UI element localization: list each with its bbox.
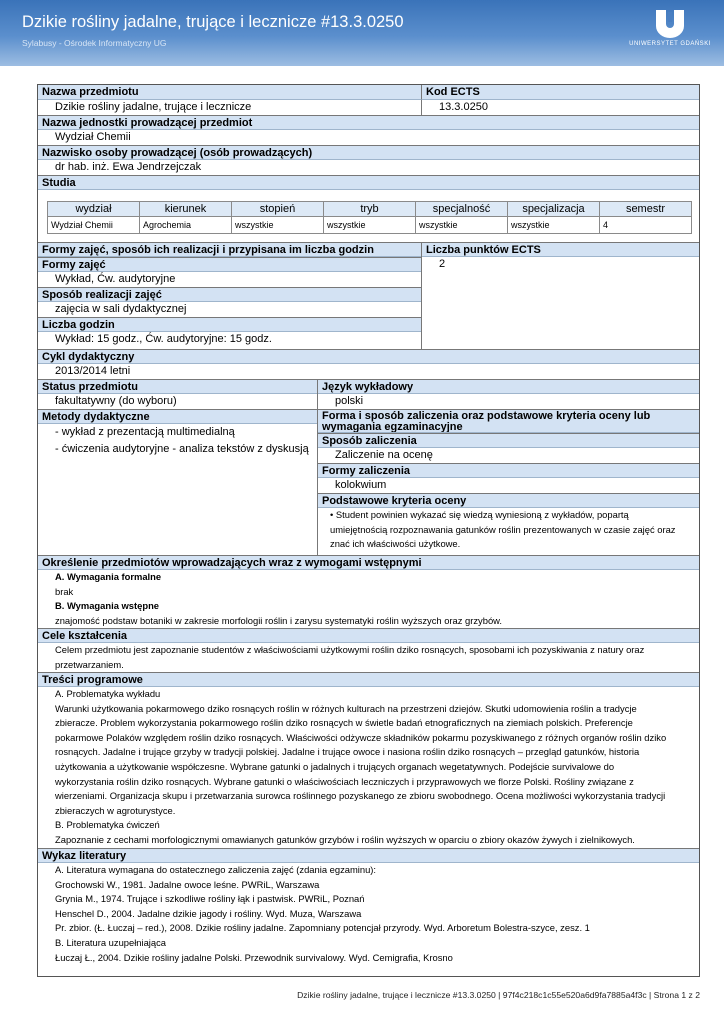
assessment-mode-label: Sposób zaliczenia <box>318 433 700 448</box>
literature-line: B. Literatura uzupełniająca <box>55 936 167 948</box>
literature-line: Grynia M., 1974. Trujące i szkodliwe rośliny łąk i pastwisk. PWRiL, Poznań <box>55 893 365 905</box>
ects-points-value: 2 <box>439 258 446 270</box>
prerequisites-label: Określenie przedmiotów wprowadzających wraz z wymogami wstępnymi <box>38 555 700 570</box>
formal-requirements-value: brak <box>55 585 74 597</box>
assessment-forms-value: kolokwium <box>335 479 387 491</box>
assessment-mode-value: Zaliczenie na ocenę <box>335 449 433 461</box>
content-section <box>38 672 700 848</box>
studies-cell: wszystkie <box>416 217 508 234</box>
content-line: B. Problematyka ćwiczeń <box>55 819 160 831</box>
language-label: Język wykładowy <box>318 379 700 394</box>
course-name-label: Nazwa przedmiotu <box>38 85 700 100</box>
language-value: polski <box>335 395 364 407</box>
literature-line: Łuczaj Ł., 2004. Dzikie rośliny jadalne Polski. Przewodnik survivalowy. Wyd. Cemigrafia, Krosno <box>55 951 453 963</box>
content-line: zbieracze. Problem wykorzystania pokarmowego roślin dziko rosnących w świetle badań etnograficznych na ziemiach polskich. Preferencje <box>55 717 633 729</box>
goals-label: Cele kształcenia <box>38 628 700 643</box>
goals-section <box>38 628 700 672</box>
hours-value: Wykład: 15 godz., Ćw. audytoryjne: 15 godz. <box>55 333 272 345</box>
studies-col-header: wydział <box>48 202 140 217</box>
ects-code: 13.3.0250 <box>421 100 700 115</box>
studies-label: Studia <box>38 175 700 190</box>
assessment-section <box>317 409 700 555</box>
assessment-forms-label: Formy zaliczenia <box>318 463 700 478</box>
content-line: pokarmowe Polaków względem roślin dziko rosnących. Właściwości odżywcze składników pokarmu pozyskiwanego z różnych organów roślin dziko <box>55 731 667 743</box>
university-name: UNIWERSYTET GDAŃSKI <box>629 41 711 47</box>
ects-points-section <box>421 242 700 349</box>
forms-section-label: Formy zajęć, sposób ich realizacji i przypisana im liczba godzin <box>38 242 421 257</box>
language-section <box>317 379 700 409</box>
studies-section <box>38 175 700 190</box>
unit-label: Nazwa jednostki prowadzącej przedmiot <box>38 115 700 130</box>
studies-cell: wszystkie <box>232 217 324 234</box>
status-label: Status przedmiotu <box>38 379 317 394</box>
content-line: zbieraczych w agroturystyce. <box>55 804 176 816</box>
literature-line: Pr. zbior. (Ł. Łuczaj – red.), 2008. Dzikie rośliny jadalne. Zapomniany potencjał przyrody. Wyd. Arboretum Bolestra-szyce, zesz. 1 <box>55 922 590 934</box>
literature-line: Grochowski W., 1981. Jadalne owoce leśne. PWRiL, Warszawa <box>55 878 320 890</box>
methods-section <box>38 409 317 458</box>
cycle-section <box>38 349 700 379</box>
criteria-line: umiejętnością rozpoznawania gatunków roślin prezentowanych w czasie zajęć oraz <box>330 523 676 535</box>
list-item: - wykład z prezentacją multimedialną <box>55 426 235 438</box>
literature-section <box>38 848 700 965</box>
status-value: fakultatywny (do wyboru) <box>55 395 177 407</box>
studies-cell: Wydział Chemii <box>48 217 140 234</box>
studies-col-header: semestr <box>600 202 692 217</box>
entry-requirements-value: znajomość podstaw botaniki w zakresie morfologii roślin i zarysu systematyki roślin wyższych oraz grzybów. <box>55 614 503 626</box>
studies-col-header: stopień <box>232 202 324 217</box>
studies-cell: wszystkie <box>508 217 600 234</box>
literature-line: A. Literatura wymagana do ostatecznego zaliczenia zajęć (zdania egzaminu): <box>55 864 377 875</box>
forms-label: Formy zajęć <box>38 257 421 272</box>
criteria-line: • Student powinien wykazać się wiedzą wyniesioną z wykładów, popartą <box>330 509 629 520</box>
lecturer-section <box>38 145 700 175</box>
goals-line: Celem przedmiotu jest zapoznanie studentów z właściwościami użytkowymi roślin dziko rosnących, sposobami ich pozyskiwania z natury oraz <box>55 644 645 655</box>
hours-label: Liczba godzin <box>38 317 421 332</box>
studies-col-header: tryb <box>324 202 416 217</box>
table-row <box>48 217 692 234</box>
forms-value: Wykład, Ćw. audytoryjne <box>55 273 176 285</box>
methods-label: Metody dydaktyczne <box>38 409 317 424</box>
literature-line: Henschel D., 2004. Jadalne dzikie jagody i rośliny. Wyd. Muza, Warszawa <box>55 907 362 919</box>
page-subtitle: Sylabusy - Ośrodek Informatyczny UG <box>22 38 167 48</box>
syllabus-document <box>37 84 700 977</box>
forms-section <box>38 242 421 347</box>
ects-points-label: Liczba punktów ECTS <box>422 242 700 257</box>
method-value: zajęcia w sali dydaktycznej <box>55 303 187 315</box>
formal-requirements-label: A. Wymagania formalne <box>55 571 162 582</box>
content-line: wierzeniami. Organizacja skupu i przetwarzania surowca roślinnego pozyskanego ze zbioru swobodnego. Ocena możliwości wykorzystania tradycji <box>55 790 666 802</box>
studies-table <box>47 201 692 234</box>
studies-col-header: kierunek <box>140 202 232 217</box>
method-label: Sposób realizacji zajęć <box>38 287 421 302</box>
unit-value: Wydział Chemii <box>55 131 131 143</box>
studies-cell: 4 <box>600 217 692 234</box>
lecturer-value: dr hab. inż. Ewa Jendrzejczak <box>55 161 202 173</box>
assessment-label: Forma i sposób zaliczenia oraz podstawowe kryteria oceny lub wymagania egzaminacyjne <box>318 409 700 433</box>
cycle-value: 2013/2014 letni <box>55 365 131 377</box>
unit-section <box>38 115 700 145</box>
content-line: użytkowania a użytkowanie współczesne. Wybrane gatunki o jadalnych i trujących organach wegetatywnych. Podejście survivalowe do <box>55 760 615 772</box>
content-line: Warunki użytkowania pokarmowego dziko rosnących roślin w różnych kulturach na przestrzeni dziejów. Skutki udomowienia roślin a tradycje <box>55 702 637 714</box>
prerequisites-section <box>38 555 700 628</box>
entry-requirements-label: B. Wymagania wstępne <box>55 600 160 612</box>
literature-label: Wykaz literatury <box>38 848 700 863</box>
page-title: Dzikie rośliny jadalne, trujące i lecznicze #13.3.0250 <box>22 13 404 31</box>
criteria-line: znać ich właściwości użytkowe. <box>330 538 461 550</box>
ects-code-label: Kod ECTS <box>421 85 700 100</box>
studies-col-header: specjalizacja <box>508 202 600 217</box>
cycle-label: Cykl dydaktyczny <box>38 349 700 364</box>
content-line: A. Problematyka wykładu <box>55 688 161 699</box>
content-line: Zapoznanie z cechami morfologicznymi omawianych gatunków grzybów i roślin wyższych w oparciu o zbiory okazów żywych i zielnikowych. <box>55 833 635 845</box>
status-section <box>38 379 317 409</box>
studies-cell: wszystkie <box>324 217 416 234</box>
goals-line: przetwarzaniem. <box>55 658 124 670</box>
university-logo <box>628 8 712 52</box>
studies-col-header: specjalność <box>416 202 508 217</box>
ects-code-section <box>421 85 700 115</box>
content-label: Treści programowe <box>38 672 700 687</box>
lecturer-label: Nazwisko osoby prowadzącej (osób prowadzących) <box>38 145 700 160</box>
content-line: rosnących. Jadalne i trujące grzyby w tradycji polskiej. Jadalne i trujące owoce i nasiona roślin dziko rosnących – przegląd gatunków, historia <box>55 746 640 758</box>
page-header <box>0 0 724 66</box>
criteria-label: Podstawowe kryteria oceny <box>318 493 700 508</box>
content-line: wykorzystania roślin dziko rosnących. Wybrane gatunki o właściwościach leczniczych i przyprawowych we florze Polski. Rośliny związane z <box>55 775 634 787</box>
studies-table-header-row <box>48 202 692 217</box>
university-logo-icon <box>654 8 686 38</box>
studies-cell: Agrochemia <box>140 217 232 234</box>
page-footer: Dzikie rośliny jadalne, trujące i lecznicze #13.3.0250 | 97f4c218c1c55e520a6d9fa7885a4f3c | Strona 1 z 2 <box>297 990 700 1000</box>
course-name: Dzikie rośliny jadalne, trujące i lecznicze <box>55 101 252 113</box>
list-item: - ćwiczenia audytoryjne - analiza tekstów z dyskusją <box>55 443 309 455</box>
